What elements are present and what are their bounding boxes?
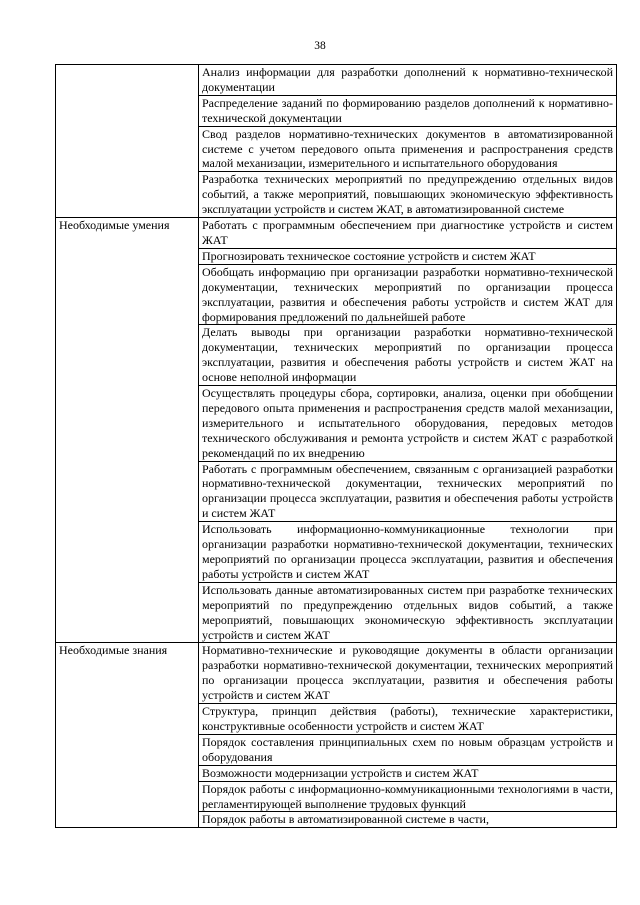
- table-cell: Использовать информационно-коммуникационные технологии при организации разработки нормативно-технической документации, технических мероприятий по организации процесса эксплуатации, развития и обеспечения работы устройств и систем ЖАТ: [199, 522, 617, 583]
- table-cell: Порядок работы в автоматизированной системе в части,: [199, 812, 617, 828]
- table-cell: Использовать данные автоматизированных систем при разработке технических мероприятий по предупреждению отдельных видов событий, а также мероприятий, повышающих экономическую эффективность эксплуатации устройств и систем ЖАТ: [199, 582, 617, 643]
- table-cell: Анализ информации для разработки дополнений к нормативно-технической документации: [199, 65, 617, 96]
- section-label-skills: Необходимые умения: [56, 218, 199, 643]
- table-cell: Работать с программным обеспечением, связанным с организацией разработки нормативно-технической документации, технических мероприятий по организации процесса эксплуатации, развития и обеспечения работы устройств и систем ЖАТ: [199, 461, 617, 522]
- table-cell: Свод разделов нормативно-технических документов в автоматизированной системе с учетом передового опыта применения и распространения средств малой механизации, измерительного и испытательного оборудования: [199, 126, 617, 172]
- table-cell: Нормативно-технические и руководящие документы в области организации разработки нормативно-технической документации, технических мероприятий по организации процесса эксплуатации, развития и обеспечения работы устройств и систем ЖАТ: [199, 643, 617, 704]
- table-row: [56, 643, 617, 704]
- requirements-table: [55, 64, 617, 828]
- table-cell: Порядок составления принципиальных схем по новым образцам устройств и оборудования: [199, 734, 617, 765]
- table-row: [56, 65, 617, 96]
- section-label-empty: [56, 65, 199, 218]
- table-cell: Структура, принцип действия (работы), технические характеристики, конструктивные особенности устройств и систем ЖАТ: [199, 704, 617, 735]
- table-cell: Обобщать информацию при организации разработки нормативно-технической документации, технических мероприятий по организации процесса эксплуатации, развития и обеспечения работы устройств и систем ЖАТ для формирования предложений по дальнейшей работе: [199, 264, 617, 325]
- table-cell: Разработка технических мероприятий по предупреждению отдельных видов событий, а также мероприятий, повышающих экономическую эффективность эксплуатации устройств и систем ЖАТ, в автоматизированной системе: [199, 172, 617, 218]
- table-cell: Осуществлять процедуры сбора, сортировки, анализа, оценки при обобщении передового опыта применения и распространения средств малой механизации, измерительного и испытательного оборудования, передовых методов технического обслуживания и ремонта устройств и систем ЖАТ с разработкой рекомендаций по их внедрению: [199, 386, 617, 462]
- table-cell: Прогнозировать техническое состояние устройств и систем ЖАТ: [199, 248, 617, 264]
- table-row: [56, 218, 617, 249]
- table-cell: Делать выводы при организации разработки нормативно-технической документации, технических мероприятий по организации процесса эксплуатации, развития и обеспечения работы устройств и систем ЖАТ на основе неполной информации: [199, 325, 617, 386]
- table-cell: Порядок работы с информационно-коммуникационными технологиями в части, регламентирующей выполнение трудовых функций: [199, 781, 617, 812]
- page-number: 38: [314, 40, 326, 52]
- table-cell: Возможности модернизации устройств и систем ЖАТ: [199, 765, 617, 781]
- section-label-knowledge: Необходимые знания: [56, 643, 199, 828]
- table-cell: Работать с программным обеспечением при диагностике устройств и систем ЖАТ: [199, 218, 617, 249]
- table-cell: Распределение заданий по формированию разделов дополнений к нормативно-технической документации: [199, 95, 617, 126]
